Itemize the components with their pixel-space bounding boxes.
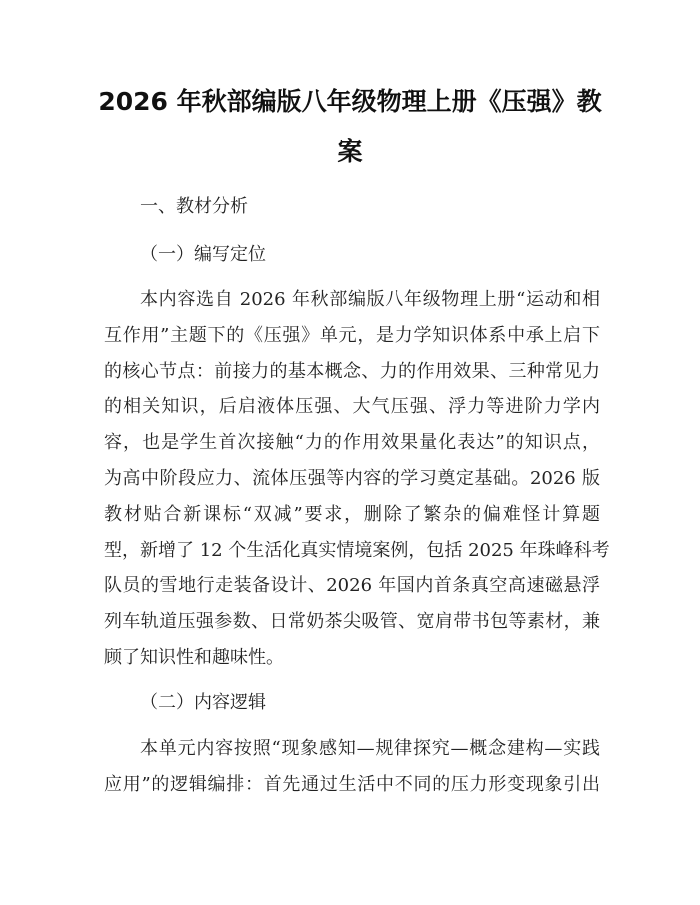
paragraph-positioning (104, 282, 610, 676)
paragraph-line: 容，也是学生首次接触“力的作用效果量化表达”的知识点， (104, 432, 600, 454)
section-heading-materials-analysis: 一、教材分析 (140, 196, 248, 217)
subsection-heading-positioning: （一）编写定位 (140, 244, 266, 265)
paragraph-line: 本单元内容按照“现象感知—规律探究—概念建构—实践 (140, 738, 600, 759)
paragraph-line: 互作用”主题下的《压强》单元，是力学知识体系中承上启下 (104, 324, 600, 346)
paragraph-line: 教材贴合新课标“双减”要求，删除了繁杂的偏难怪计算题 (104, 503, 600, 525)
paragraph-line: 为高中阶段应力、流体压强等内容的学习奠定基础。2026 版 (104, 467, 600, 489)
paragraph-line: 本内容选自 2026 年秋部编版八年级物理上册“运动和相 (140, 289, 600, 310)
paragraph-content-logic (104, 731, 600, 803)
paragraph-line: 队员的雪地行走装备设计、2026 年国内首条真空高速磁悬浮 (104, 575, 600, 597)
subsection-heading-content-logic: （二）内容逻辑 (140, 692, 266, 713)
paragraph-line: 的相关知识，后启液体压强、大气压强、浮力等进阶力学内 (104, 396, 600, 418)
paragraph-line: 列车轨道压强参数、日常奶茶尖吸管、宽肩带书包等素材，兼 (104, 611, 600, 633)
paragraph-line: 应用”的逻辑编排：首先通过生活中不同的压力形变现象引出 (104, 773, 600, 795)
document-title (96, 77, 604, 177)
title-line-2: 案 (337, 137, 363, 166)
paragraph-line: 的核心节点：前接力的基本概念、力的作用效果、三种常见力 (104, 360, 600, 382)
paragraph-line: 型，新增了 12 个生活化真实情境案例，包括 2025 年珠峰科考 (104, 539, 610, 561)
title-line-1: 2026 年秋部编版八年级物理上册《压强》教 (98, 87, 602, 116)
paragraph-line: 顾了知识性和趣味性。 (104, 646, 284, 668)
